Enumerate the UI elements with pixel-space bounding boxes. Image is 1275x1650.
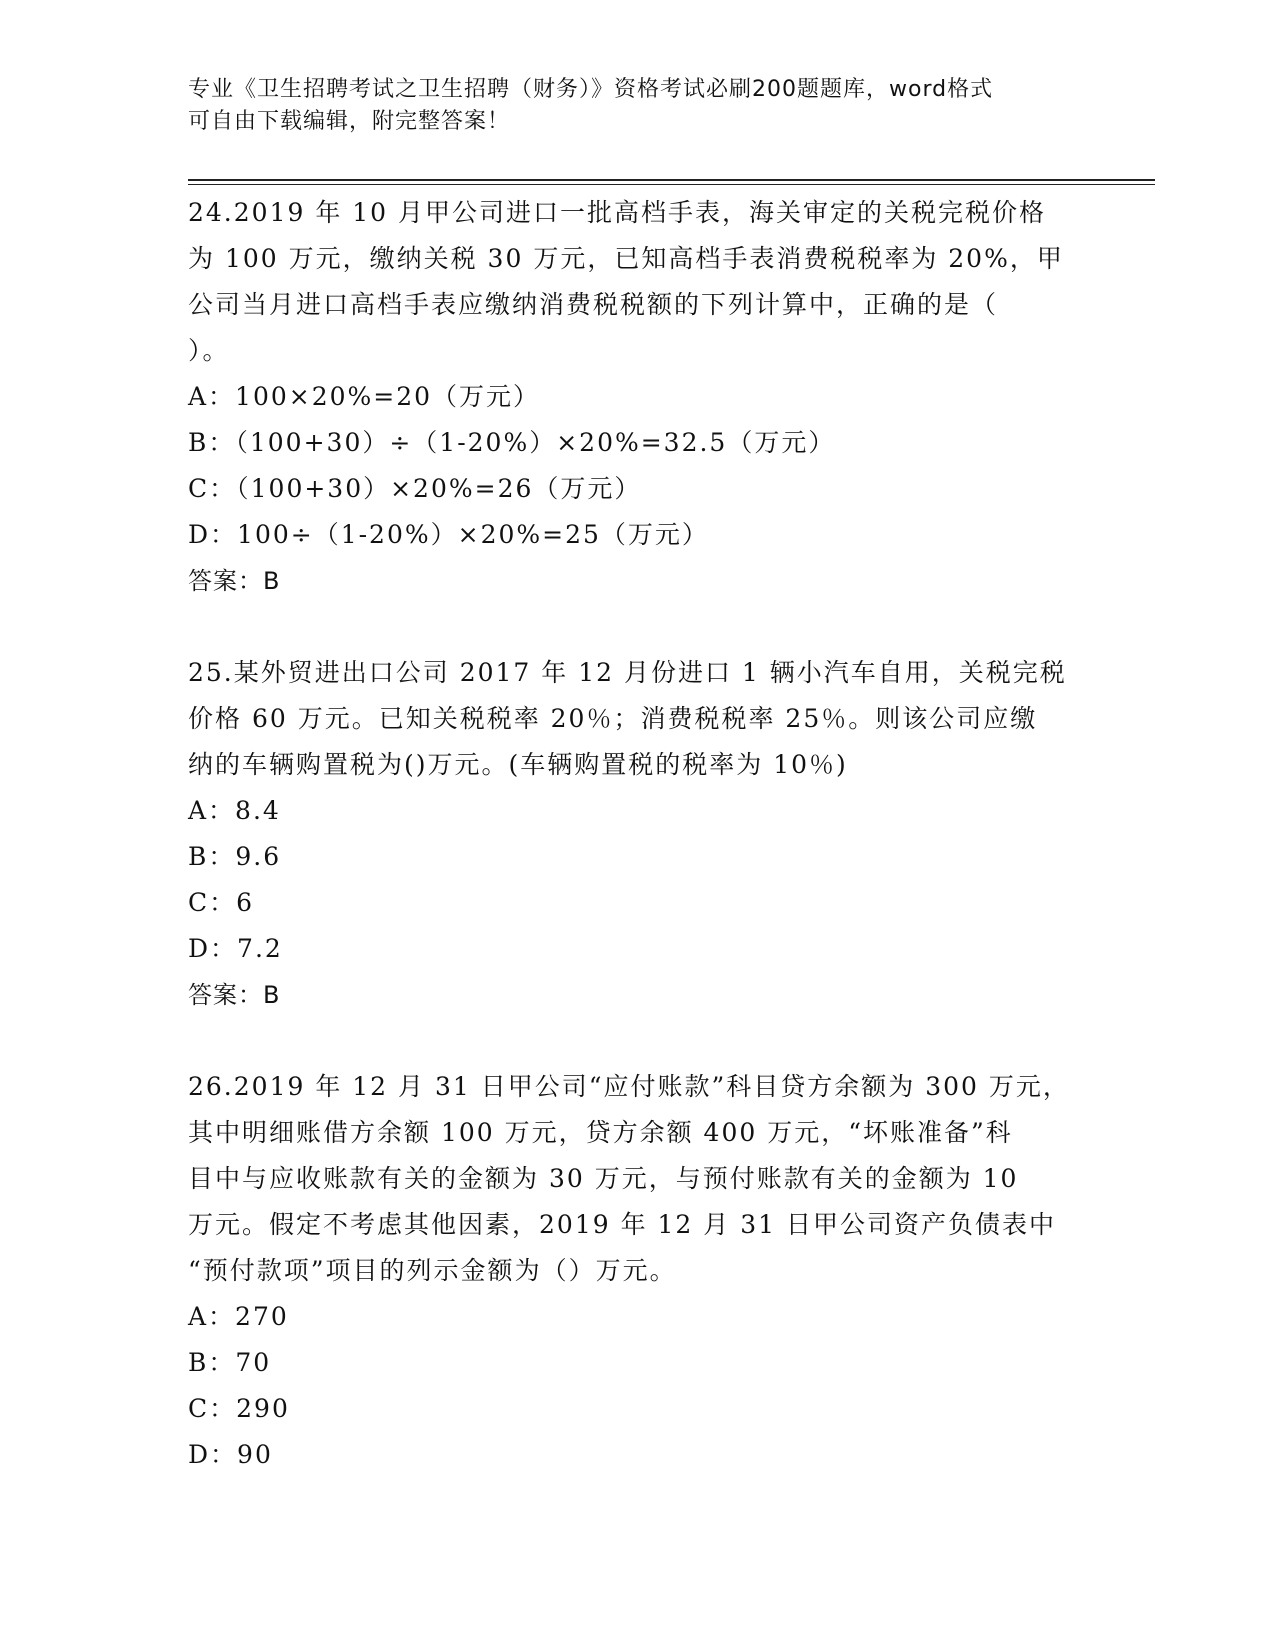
option-d: D：100÷（1-20%）×20%=25（万元） — [188, 520, 709, 549]
question-24 — [188, 190, 1088, 558]
answer-24: 答案：B — [188, 567, 281, 595]
question-list — [188, 190, 1088, 1478]
option-b: B：70 — [188, 1348, 272, 1377]
header-line-1: 专业《卫生招聘考试之卫生招聘（财务）》资格考试必刷200题题库，word格式 — [188, 77, 994, 102]
option-b: B：（100+30）÷（1-20%）×20%=32.5（万元） — [188, 428, 836, 457]
page-header — [188, 74, 1088, 138]
question-spacer — [188, 1018, 1088, 1064]
question-stem-line: 为 100 万元，缴纳关税 30 万元，已知高档手表消费税税率为 20%，甲 — [188, 244, 1064, 273]
question-stem-line: ）。 — [188, 336, 230, 365]
option-c: C：6 — [188, 888, 255, 917]
question-26 — [188, 1064, 1088, 1478]
question-stem-line: 纳的车辆购置税为()万元。(车辆购置税的税率为 10％) — [188, 750, 848, 779]
header-divider-thin — [188, 184, 1155, 185]
question-spacer — [188, 604, 1088, 650]
question-stem-line: 公司当月进口高档手表应缴纳消费税税额的下列计算中，正确的是（ — [188, 290, 999, 319]
question-stem-line: “预付款项”项目的列示金额为（）万元。 — [188, 1256, 677, 1285]
question-stem-line: 万元。假定不考虑其他因素，2019 年 12 月 31 日甲公司资产负债表中 — [188, 1210, 1056, 1239]
option-a: A：270 — [188, 1302, 289, 1331]
option-d: D：7.2 — [188, 934, 283, 963]
question-stem-line: 25.某外贸进出口公司 2017 年 12 月份进口 1 辆小汽车自用，关税完税 — [188, 658, 1067, 687]
question-stem-line: 目中与应收账款有关的金额为 30 万元，与预付账款有关的金额为 10 — [188, 1164, 1019, 1193]
question-25 — [188, 650, 1088, 972]
option-c: C：（100+30）×20%=26（万元） — [188, 474, 642, 503]
header-divider-thick — [188, 179, 1155, 181]
option-c: C：290 — [188, 1394, 290, 1423]
question-stem-line: 26.2019 年 12 月 31 日甲公司“应付账款”科目贷方余额为 300 万元， — [188, 1072, 1070, 1101]
question-stem-line: 24.2019 年 10 月甲公司进口一批高档手表，海关审定的关税完税价格 — [188, 198, 1047, 227]
option-b: B：9.6 — [188, 842, 282, 871]
answer-25: 答案：B — [188, 981, 281, 1009]
question-stem-line: 其中明细账借方余额 100 万元，贷方余额 400 万元，“坏账准备”科 — [188, 1118, 1013, 1147]
header-line-2: 可自由下载编辑，附完整答案！ — [188, 109, 511, 134]
option-a: A：100×20%=20（万元） — [188, 382, 541, 411]
option-a: A：8.4 — [188, 796, 281, 825]
option-d: D：90 — [188, 1440, 273, 1469]
question-stem-line: 价格 60 万元。已知关税税率 20％；消费税税率 25％。则该公司应缴 — [188, 704, 1038, 733]
